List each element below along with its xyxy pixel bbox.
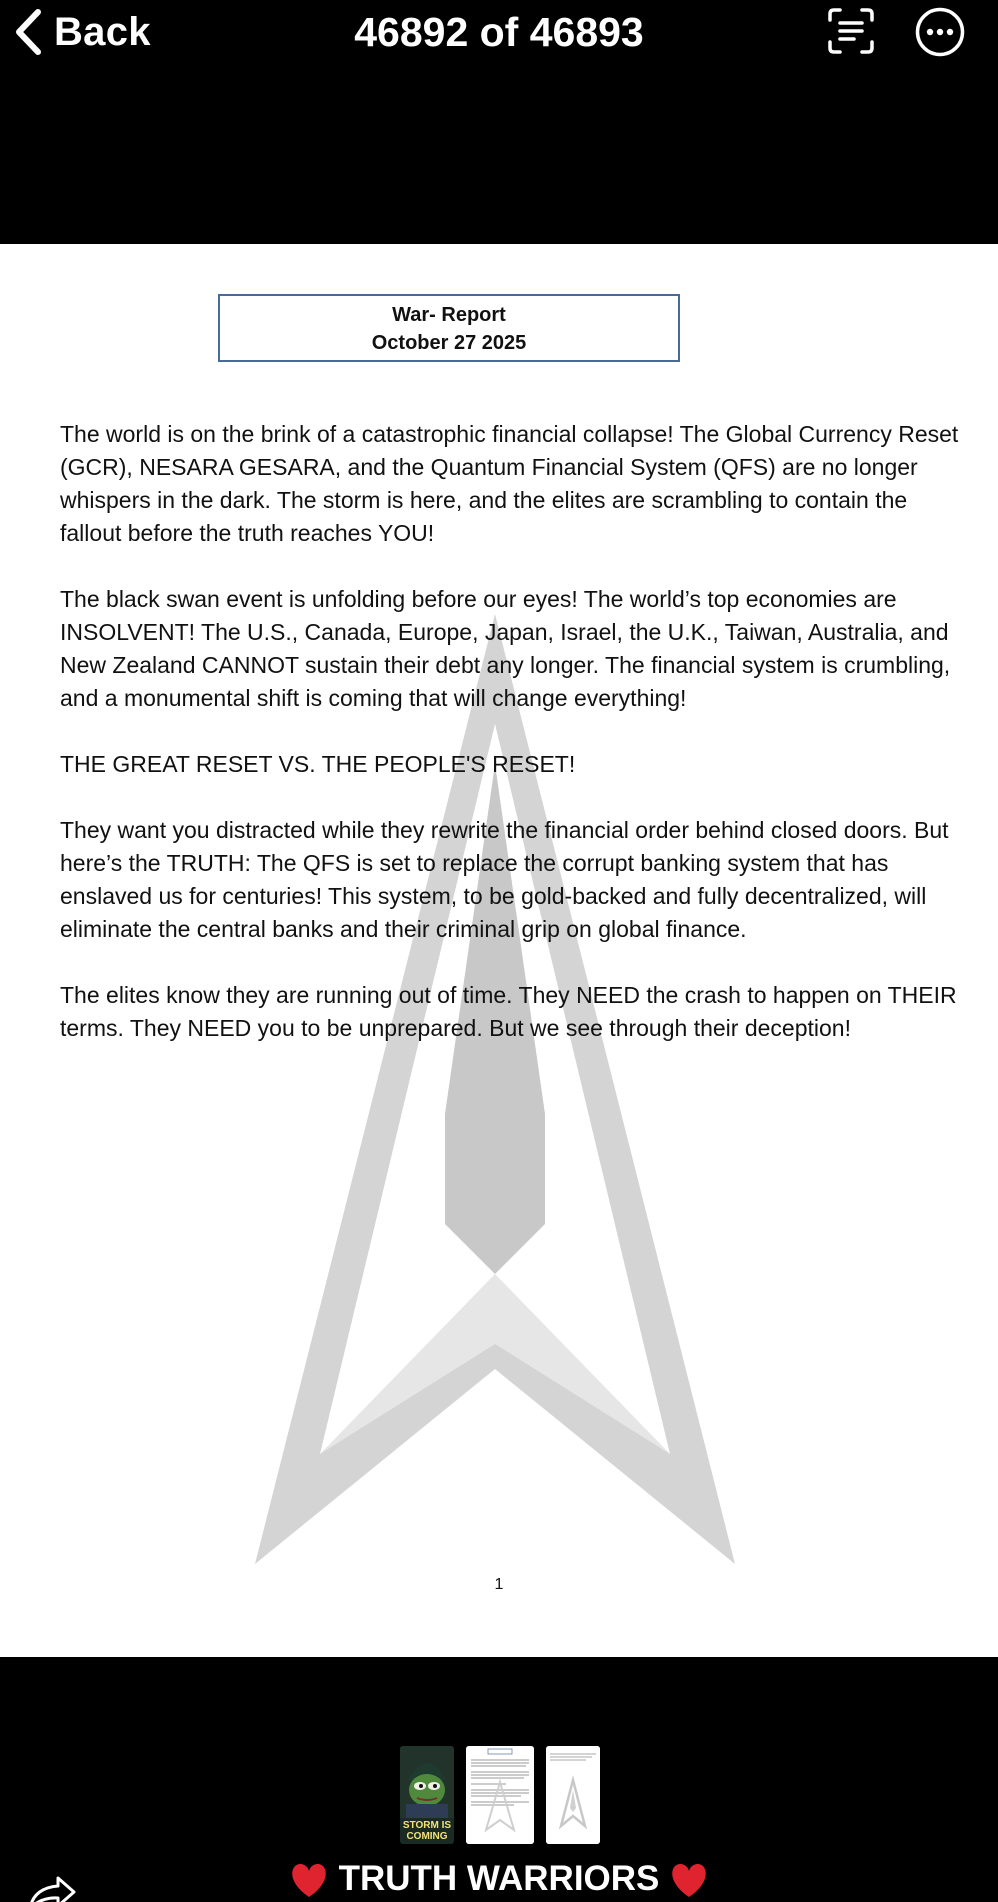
top-bar [0,0,998,80]
page-number: 1 [494,1576,504,1593]
chevron-left-icon [14,8,42,56]
paragraph: The black swan event is unfolding before our eyes! The world’s top economies are INSOLVENT! The U.S., Canada, Europe, Japan, Israel, the U.K., Taiwan, Australia, and New Zealand CANNOT sustain their debt any longer. The financial system is crumbling, and a monumental shift is coming that will change everything! [60,586,951,711]
photo-counter: 46892 of 46893 [354,9,644,55]
document-preview-icon [466,1746,534,1844]
heart-icon [669,1863,709,1899]
paragraph: The elites know they are running out of time. They NEED the crash to happen on THEIR terms. They NEED you to be unprepared. But we see through their deception! [60,982,957,1041]
back-label: Back [54,9,151,54]
thumbnail-page-1[interactable] [466,1746,534,1844]
thumbnail-page-2[interactable] [546,1746,600,1844]
report-body [60,418,960,1078]
live-text-icon[interactable] [826,6,876,56]
report-title: War- Report [392,304,506,326]
back-button[interactable] [14,4,151,60]
paragraph: The world is on the brink of a catastrophic financial collapse! The Global Currency Reset (GCR), NESARA GESARA, and the Quantum Financial System (QFS) are no longer whispers in the dark. The storm is here, and the elites are scrambling to contain the fallout before the truth reaches YOU! [60,421,959,546]
paragraph-heading: THE GREAT RESET VS. THE PEOPLE'S RESET! [60,751,576,777]
paragraph: They want you distracted while they rewrite the financial order behind closed doors. But here’s the TRUTH: The QFS is set to replace the corrupt banking system that has enslaved us for centuries! This system, to be gold-backed and fully decentralized, will eliminate the central banks and their criminal grip on global finance. [60,817,949,942]
document-preview-icon [546,1746,600,1844]
more-icon[interactable] [914,6,966,58]
thumbnail-storm-is-coming[interactable] [400,1746,454,1844]
thumbnail-strip [400,1746,600,1844]
thumbnail-caption: STORM IS COMING [402,1820,452,1842]
share-icon[interactable] [24,1872,80,1902]
album-title-text: TRUTH WARRIORS [338,1859,660,1898]
album-title [0,1856,998,1902]
report-date: October 27 2025 [371,332,527,354]
frog-image-icon [400,1746,454,1818]
report-title-box [218,294,680,362]
heart-icon [289,1863,329,1899]
document-page[interactable] [0,244,998,1657]
